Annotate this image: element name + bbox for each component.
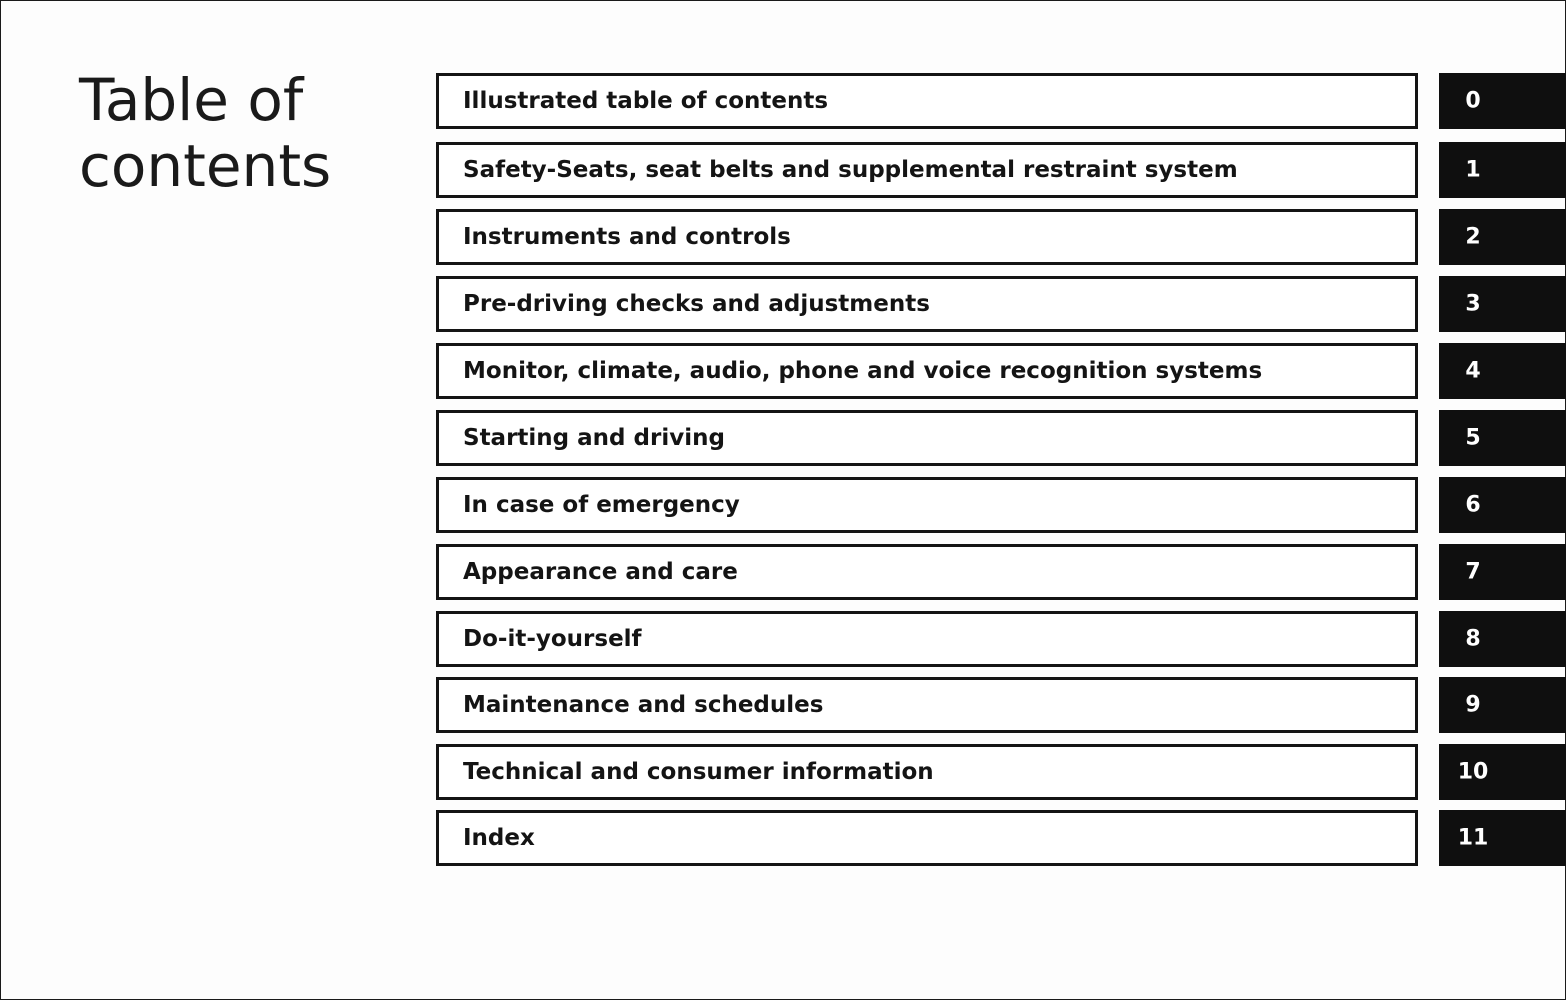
toc-list [1, 1, 1566, 1001]
toc-row-3 [1, 276, 1566, 332]
toc-entry-label: Technical and consumer information [463, 759, 934, 785]
section-number: 1 [1465, 157, 1481, 183]
toc-entry-label: Appearance and care [463, 559, 738, 585]
section-tab-8[interactable] [1439, 611, 1566, 667]
section-tab-0[interactable] [1439, 73, 1566, 129]
toc-entry-label: Illustrated table of contents [463, 88, 829, 114]
section-tab-4[interactable] [1439, 343, 1566, 399]
section-tab-10[interactable] [1439, 744, 1566, 800]
section-number: 9 [1465, 692, 1481, 718]
toc-row-6 [1, 477, 1566, 533]
toc-entry-label: Monitor, climate, audio, phone and voice recognition systems [463, 358, 1263, 384]
toc-entry-label: Do-it-yourself [463, 626, 642, 652]
section-number: 6 [1465, 492, 1481, 518]
section-tab-1[interactable] [1439, 142, 1566, 198]
toc-entry-instruments-and-controls[interactable] [436, 209, 1418, 265]
toc-entry-label: Pre-driving checks and adjustments [463, 291, 930, 317]
toc-row-0 [1, 73, 1566, 129]
toc-row-4 [1, 343, 1566, 399]
section-tab-2[interactable] [1439, 209, 1566, 265]
section-number: 0 [1465, 88, 1481, 114]
toc-entry-starting-and-driving[interactable] [436, 410, 1418, 466]
toc-row-11 [1, 810, 1566, 866]
toc-entry-index[interactable] [436, 810, 1418, 866]
toc-entry-safety[interactable] [436, 142, 1418, 198]
section-number: 11 [1457, 825, 1489, 851]
section-number: 2 [1465, 224, 1481, 250]
section-tab-11[interactable] [1439, 810, 1566, 866]
toc-entry-appearance-and-care[interactable] [436, 544, 1418, 600]
section-number: 7 [1465, 559, 1481, 585]
toc-entry-maintenance-and-schedules[interactable] [436, 677, 1418, 733]
toc-row-2 [1, 209, 1566, 265]
toc-entry-label: Starting and driving [463, 425, 725, 451]
toc-entry-monitor-climate-audio[interactable] [436, 343, 1418, 399]
toc-entry-label: Safety-Seats, seat belts and supplemental restraint system [463, 157, 1238, 183]
section-number: 5 [1465, 425, 1481, 451]
toc-row-7 [1, 544, 1566, 600]
section-tab-3[interactable] [1439, 276, 1566, 332]
toc-entry-label: Maintenance and schedules [463, 692, 824, 718]
toc-entry-pre-driving-checks[interactable] [436, 276, 1418, 332]
page-title-line-1: Table of [79, 66, 304, 134]
page-title-line-2: contents [79, 132, 332, 200]
section-number: 3 [1465, 291, 1481, 317]
section-tab-6[interactable] [1439, 477, 1566, 533]
toc-entry-label: In case of emergency [463, 492, 740, 518]
section-number: 10 [1457, 759, 1489, 785]
section-number: 4 [1465, 358, 1481, 384]
toc-entry-do-it-yourself[interactable] [436, 611, 1418, 667]
toc-row-1 [1, 142, 1566, 198]
section-tab-5[interactable] [1439, 410, 1566, 466]
section-tab-9[interactable] [1439, 677, 1566, 733]
toc-entry-in-case-of-emergency[interactable] [436, 477, 1418, 533]
toc-row-8 [1, 611, 1566, 667]
section-tab-7[interactable] [1439, 544, 1566, 600]
toc-entry-illustrated-table-of-contents[interactable] [436, 73, 1418, 129]
toc-row-5 [1, 410, 1566, 466]
toc-entry-technical-and-consumer-information[interactable] [436, 744, 1418, 800]
toc-entry-label: Instruments and controls [463, 224, 791, 250]
toc-entry-label: Index [463, 825, 535, 851]
toc-row-10 [1, 744, 1566, 800]
section-number: 8 [1465, 626, 1481, 652]
toc-row-9 [1, 677, 1566, 733]
